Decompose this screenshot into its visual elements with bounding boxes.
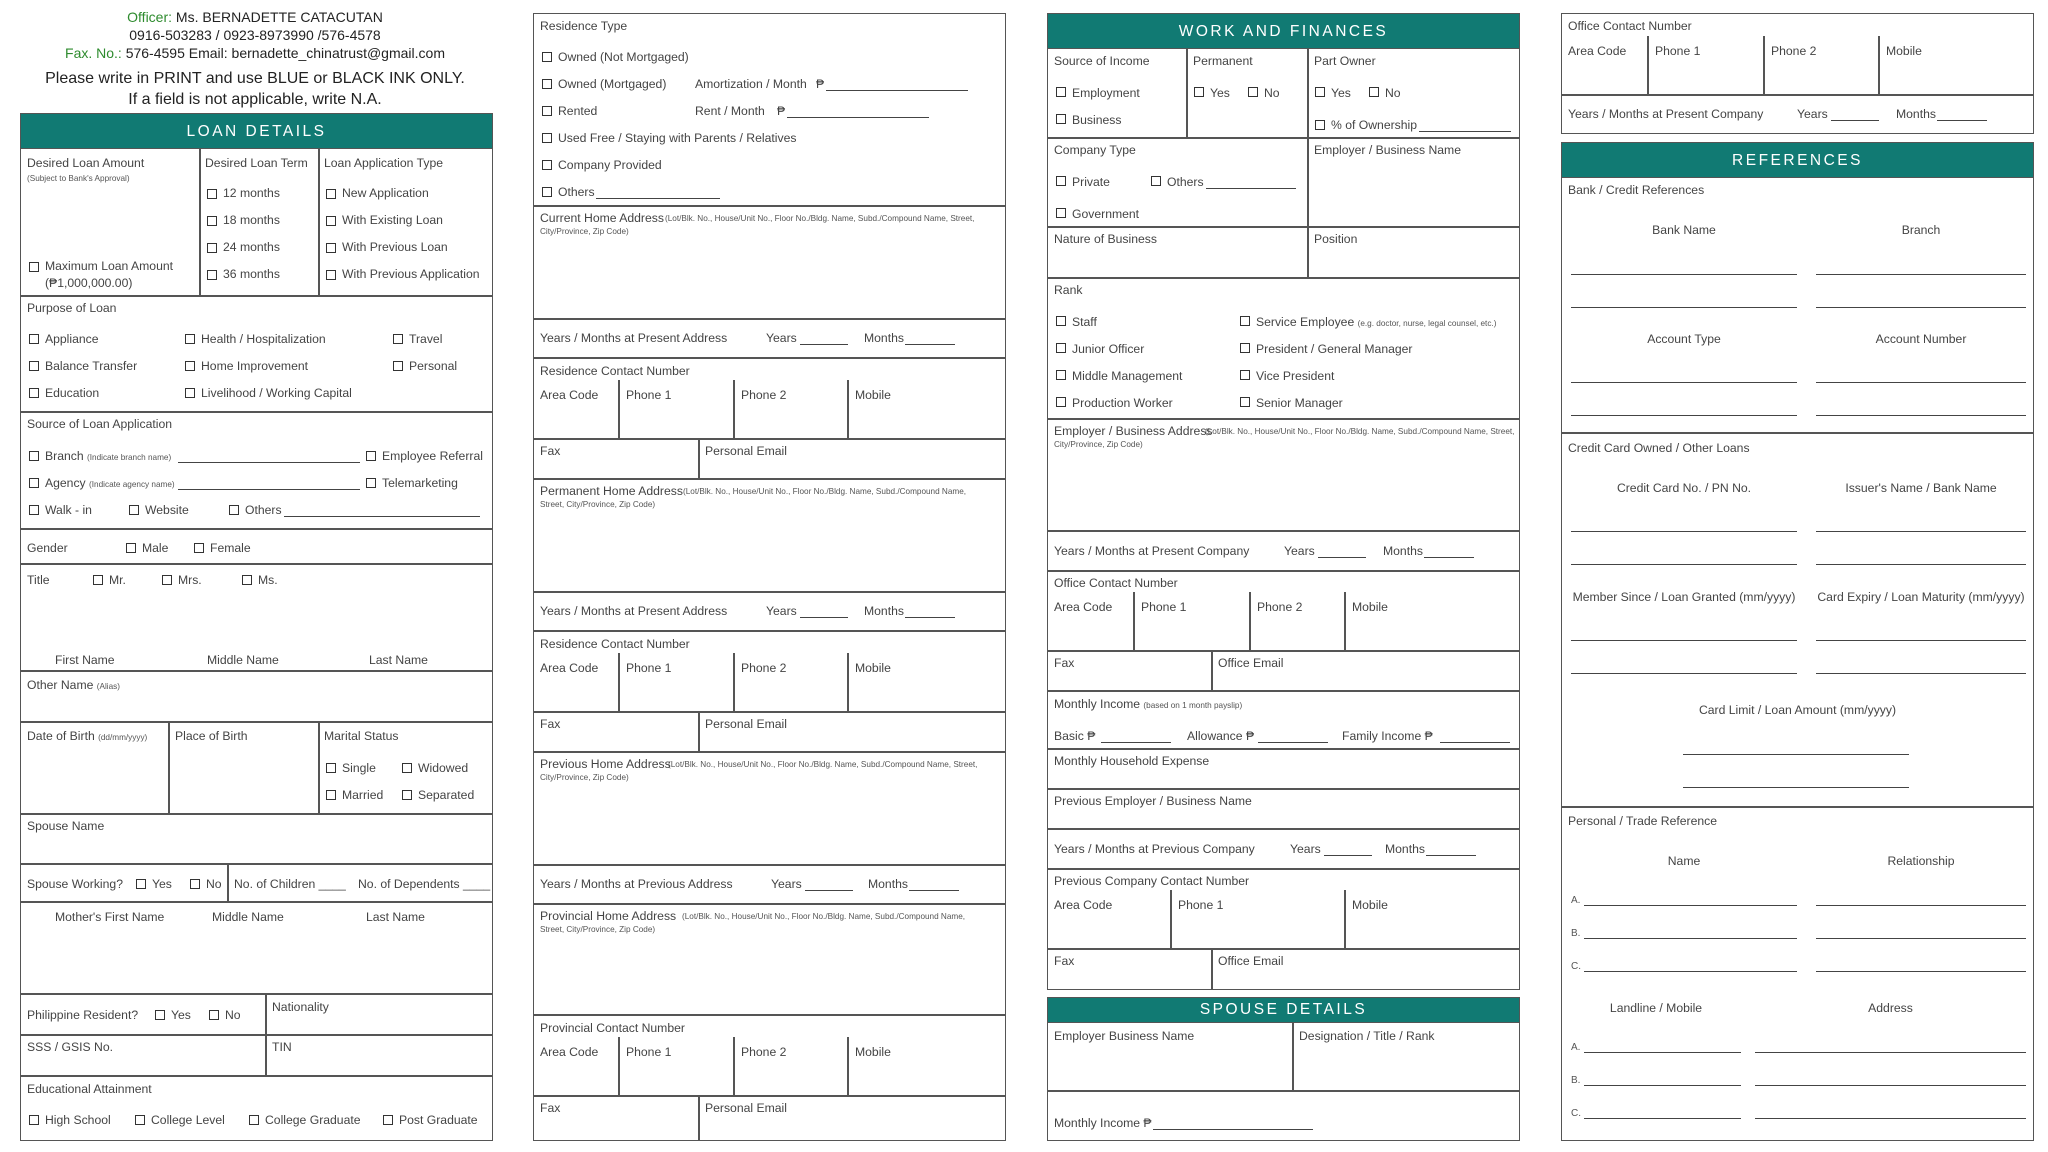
phone1-label: Phone 1 [626,1045,672,1059]
permanent-no-label: No [1264,86,1280,100]
area-code-label: Area Code [540,1045,599,1059]
position-label: Position [1314,232,1358,246]
bank-branch-label: Branch [1901,223,1941,237]
months-label: Months [864,331,904,345]
fax-label: Fax [1054,954,1075,968]
card-expiry-label: Card Expiry / Loan Maturity (mm/yyyy) [1817,590,2025,604]
amortization-label: Amortization / Month [695,77,807,91]
owner-yes-checkbox[interactable] [1315,87,1325,97]
officer-phones: 0916-503283 / 0923-8973990 /576-4578 [129,27,381,43]
years-prev-label: Years / Months at Previous Address [540,877,733,891]
ownership-checkbox[interactable] [1315,120,1325,130]
alias-note: (Alias) [96,682,120,691]
rank-option: Junior Officer [1072,342,1145,356]
peso-sign: ₱ [1245,729,1255,743]
prev-contact-label: Previous Company Contact Number [1054,874,1250,888]
spouse-details-header: SPOUSE DETAILS [1047,997,1520,1023]
term-checkbox[interactable] [207,189,217,199]
years-label: Years [1284,544,1315,558]
rank-checkbox[interactable] [1240,343,1250,353]
phone1-label: Phone 1 [626,388,672,402]
dependents-label: No. of Dependents ____ [358,877,491,891]
office-email-label: Office Email [1218,954,1284,968]
previous-address-label: Previous Home Address [540,757,671,771]
others-label: Others [245,503,282,517]
employment-checkbox[interactable] [1056,87,1066,97]
term-option: 12 months [223,186,280,200]
ms-label: Ms. [258,573,278,587]
years-present-label: Years / Months at Present Address [540,331,728,345]
mobile-label: Mobile [855,1045,891,1059]
address-note: (Lot/Blk. No., House/Unit No., Floor No./Bldg. Name, Subd./Compound Name, Street, [1205,427,1515,436]
term-checkbox[interactable] [207,243,217,253]
male-checkbox[interactable] [126,543,136,553]
purpose-option: Balance Transfer [45,359,138,373]
rank-checkbox[interactable] [1056,370,1066,380]
months-label: Months [1383,544,1423,558]
private-label: Private [1072,175,1110,189]
ref-letter: C. [1571,1108,1581,1119]
mobile-label: Mobile [855,388,891,402]
years-company-label: Years / Months at Present Company [1568,107,1764,121]
company-type-label: Company Type [1054,143,1136,157]
monthly-income-label: Monthly Income [1054,697,1141,711]
years-present-label: Years / Months at Present Address [540,604,728,618]
telemarketing-checkbox[interactable] [366,478,376,488]
single-checkbox[interactable] [326,763,336,773]
resident-no-checkbox[interactable] [209,1010,219,1020]
branch-checkbox[interactable] [29,451,39,461]
references-header: REFERENCES [1561,142,2034,178]
purpose-checkbox[interactable] [393,334,403,344]
max-amount-value: (₱1,000,000.00) [45,276,133,290]
service-note: (e.g. doctor, nurse, legal counsel, etc.) [1357,319,1497,328]
walkin-checkbox[interactable] [29,505,39,515]
work-finances-header: WORK AND FINANCES [1047,13,1520,49]
edu-checkbox[interactable] [249,1115,259,1125]
ref-name-label: Name [1667,854,1701,868]
term-checkbox[interactable] [207,270,217,280]
officer-label: Officer: [127,9,173,25]
mrs-checkbox[interactable] [162,575,172,585]
edu-checkbox[interactable] [29,1115,39,1125]
dob-label: Date of Birth [27,729,95,743]
employment-label: Employment [1072,86,1140,100]
widowed-checkbox[interactable] [402,763,412,773]
branch-note: (Indicate branch name) [87,453,172,462]
previous-employer-label: Previous Employer / Business Name [1054,794,1252,808]
permanent-label: Permanent [1193,54,1253,68]
dob-format: (dd/mm/yyyy) [98,733,148,742]
fax-label: Fax. No.: [65,45,122,61]
rank-option: Staff [1072,315,1097,329]
purpose-checkbox[interactable] [185,388,195,398]
source-income-label: Source of Income [1054,54,1150,68]
fax-label: Fax [1054,656,1075,670]
ref-letter: A. [1571,895,1581,906]
mobile-label: Mobile [1352,898,1388,912]
prov-contact-label: Provincial Contact Number [540,1021,685,1035]
rank-checkbox[interactable] [1056,397,1066,407]
purpose-option: Health / Hospitalization [201,332,326,346]
purpose-checkbox[interactable] [393,361,403,371]
mobile-label: Mobile [1886,44,1922,58]
address-note: City/Province, Zip Code) [540,227,629,236]
last-name-label: Last Name [369,653,428,667]
address-label: Address [1868,1001,1913,1015]
area-code-label: Area Code [1054,600,1113,614]
years-label: Years [1797,107,1828,121]
credit-card-owned-label: Credit Card Owned / Other Loans [1568,441,1750,455]
spouse-employer-label: Employer Business Name [1054,1029,1195,1043]
married-label: Married [342,788,384,802]
edu-option: High School [45,1113,111,1127]
education-label: Educational Attainment [27,1082,152,1096]
sss-label: SSS / GSIS No. [27,1040,114,1054]
owner-yes-label: Yes [1331,86,1351,100]
permanent-yes-checkbox[interactable] [1194,87,1204,97]
res-contact-label: Residence Contact Number [540,364,690,378]
address-note: (Lot/Blk. No., House/Unit No., Floor No./Bldg. Name, Subd./Compound Name, Street, [668,760,978,769]
phone1-label: Phone 1 [626,661,672,675]
agency-label: Agency [45,476,86,490]
rank-option: President / General Manager [1256,342,1413,356]
phone1-label: Phone 1 [1141,600,1187,614]
marital-label: Marital Status [324,729,399,743]
years-label: Years [1290,842,1321,856]
resident-no-label: No [225,1008,241,1022]
mobile-label: Mobile [1352,600,1388,614]
trade-reference-label: Personal / Trade Reference [1568,814,1718,828]
address-note: (Lot/Blk. No., House/Unit No., Floor No./Bldg. Name, Subd./Compound Name, Street, [665,214,975,223]
female-checkbox[interactable] [194,543,204,553]
source-label: Source of Loan Application [27,417,172,431]
relationship-label: Relationship [1887,854,1955,868]
agency-checkbox[interactable] [29,478,39,488]
title-label: Title [27,573,50,587]
instruction-2: If a field is not applicable, write N.A. [128,91,382,108]
personal-email-label: Personal Email [705,444,787,458]
account-number-label: Account Number [1875,332,1967,346]
spouse-yes-checkbox[interactable] [136,879,146,889]
months-label: Months [868,877,908,891]
purpose-checkbox[interactable] [29,334,39,344]
co-others-label: Others [1167,175,1204,189]
months-label: Months [1385,842,1425,856]
loan-term-label: Desired Loan Term [205,156,308,170]
mother-first-label: Mother's First Name [55,910,165,924]
walkin-label: Walk - in [45,503,92,517]
perm-note: Street, City/Province, Zip Code) [540,500,656,509]
desired-loan-amount-label: Desired Loan Amount [27,156,145,170]
term-option: 18 months [223,213,280,227]
credit-card-no-label: Credit Card No. / PN No. [1616,481,1752,495]
ref-letter: A. [1571,1042,1581,1053]
branch-label: Branch [45,449,84,463]
card-limit-label: Card Limit / Loan Amount (mm/yyyy) [1698,703,1897,717]
spouse-income-label: Monthly Income [1054,1116,1141,1130]
residence-panel [533,13,1006,1141]
rank-option: Service Employee [1256,315,1355,329]
purpose-checkbox[interactable] [185,334,195,344]
mother-middle-label: Middle Name [212,910,284,924]
account-type-label: Account Type [1647,332,1721,346]
tin-label: TIN [272,1040,292,1054]
issuer-name-label: Issuer's Name / Bank Name [1845,481,1997,495]
used-free-checkbox[interactable] [542,133,552,143]
family-income-label: Family Income [1342,729,1422,743]
phone2-label: Phone 2 [741,388,787,402]
employer-name-label: Employer / Business Name [1314,143,1461,157]
single-label: Single [342,761,376,775]
ref-letter: C. [1571,961,1581,972]
rented-label: Rented [558,104,598,118]
referral-label: Employee Referral [382,449,483,463]
address-note: City/Province, Zip Code) [1054,440,1143,449]
peso-sign: ₱ [1143,1116,1152,1130]
separated-label: Separated [418,788,475,802]
purpose-option: Travel [409,332,443,346]
office-contact-label: Office Contact Number [1568,19,1692,33]
months-label: Months [864,604,904,618]
edu-option: College Level [151,1113,225,1127]
rank-option: Production Worker [1072,396,1173,410]
first-name-label: First Name [55,653,115,667]
referral-checkbox[interactable] [366,451,376,461]
owned-nm-checkbox[interactable] [542,52,552,62]
spouse-no-checkbox[interactable] [190,879,200,889]
fax-label: Fax [540,444,561,458]
term-option: 36 months [223,267,280,281]
rank-checkbox[interactable] [1240,316,1250,326]
perm-note: Street, City/Province, Zip Code) [540,925,656,934]
perm-note: (Lot/Blk. No., House/Unit No., Floor No./Bldg. Name, Subd./Compound Name, [683,487,967,496]
owner-no-label: No [1385,86,1401,100]
subject-note: (Subject to Bank's Approval) [27,174,130,183]
fax-email: 576-4595 Email: bernadette_chinatrust@gmail.com [125,45,445,61]
used-free-label: Used Free / Staying with Parents / Relatives [558,131,797,145]
phone2-label: Phone 2 [741,1045,787,1059]
nature-business-label: Nature of Business [1054,232,1157,246]
years-label: Years [771,877,802,891]
rank-label: Rank [1054,283,1083,297]
owned-m-checkbox[interactable] [542,79,552,89]
phone1-label: Phone 1 [1178,898,1224,912]
purpose-checkbox[interactable] [185,361,195,371]
permanent-address-label: Permanent Home Address [540,484,683,498]
owned-nm-label: Owned (Not Mortgaged) [558,50,689,64]
res-others-label: Others [558,185,595,199]
male-label: Male [142,541,169,555]
spouse-name-label: Spouse Name [27,819,105,833]
agency-note: (Indicate agency name) [89,480,175,489]
loan-type-label: Loan Application Type [324,156,444,170]
res-others-checkbox[interactable] [542,187,552,197]
type-option: New Application [342,186,429,200]
term-checkbox[interactable] [207,216,217,226]
nationality-label: Nationality [272,1000,329,1014]
gender-label: Gender [27,541,68,555]
payslip-note: (based on 1 month payslip) [1143,701,1243,710]
owned-m-label: Owned (Mortgaged) [558,77,667,91]
edu-option: Post Graduate [399,1113,478,1127]
months-label: Months [1896,107,1936,121]
purpose-label: Purpose of Loan [27,301,117,315]
term-option: 24 months [223,240,280,254]
bank-name-label: Bank Name [1652,223,1716,237]
current-address-label: Current Home Address [540,211,664,225]
office-email-label: Office Email [1218,656,1284,670]
designation-label: Designation / Title / Rank [1299,1029,1435,1043]
area-code-label: Area Code [1054,898,1113,912]
residence-type-label: Residence Type [540,19,628,33]
part-owner-label: Part Owner [1314,54,1376,68]
peso-sign: ₱ [777,104,786,118]
widowed-label: Widowed [418,761,469,775]
government-label: Government [1072,207,1140,221]
female-label: Female [210,541,251,555]
middle-name-label: Middle Name [207,653,279,667]
allowance-label: Allowance [1187,729,1243,743]
officer-name: Ms. BERNADETTE CATACUTAN [175,9,383,25]
ref-letter: B. [1571,1075,1581,1086]
purpose-option: Appliance [45,332,99,346]
rank-option: Middle Management [1072,369,1183,383]
permanent-no-checkbox[interactable] [1248,87,1258,97]
perm-note: (Lot/Blk. No., House/Unit No., Floor No./Bldg. Name, Subd./Compound Name, [682,912,966,921]
government-checkbox[interactable] [1056,208,1066,218]
personal-email-label: Personal Email [705,717,787,731]
others-checkbox[interactable] [229,505,239,515]
edu-option: College Graduate [265,1113,361,1127]
purpose-option: Education [45,386,100,400]
phone2-label: Phone 2 [741,661,787,675]
website-checkbox[interactable] [129,505,139,515]
landline-label: Landline / Mobile [1609,1001,1703,1015]
owner-no-checkbox[interactable] [1369,87,1379,97]
rank-option: Senior Manager [1256,396,1343,410]
rank-checkbox[interactable] [1240,370,1250,380]
business-label: Business [1072,113,1122,127]
rent-label: Rent / Month [695,104,765,118]
member-since-label: Member Since / Loan Granted (mm/yyyy) [1572,590,1796,604]
type-checkbox[interactable] [326,270,336,280]
ref-letter: B. [1571,928,1581,939]
peso-sign: ₱ [1424,729,1433,743]
mr-label: Mr. [109,573,126,587]
telemarketing-label: Telemarketing [382,476,458,490]
business-checkbox[interactable] [1056,114,1066,124]
edu-checkbox[interactable] [135,1115,145,1125]
phone2-label: Phone 2 [1257,600,1303,614]
company-checkbox[interactable] [542,160,552,170]
rank-option: Vice President [1256,369,1335,383]
married-checkbox[interactable] [326,790,336,800]
rented-checkbox[interactable] [542,106,552,116]
fax-label: Fax [540,717,561,731]
purpose-checkbox[interactable] [29,361,39,371]
other-name-label: Other Name [27,678,94,692]
years-prev-company-label: Years / Months at Previous Company [1054,842,1255,856]
peso-sign: ₱ [816,77,825,91]
mother-last-label: Last Name [366,910,425,924]
years-label: Years [766,604,797,618]
purpose-option: Home Improvement [201,359,309,373]
spouse-working-label: Spouse Working? [27,877,123,891]
employer-address-label: Employer / Business Address [1054,424,1213,438]
resident-yes-label: Yes [171,1008,191,1022]
max-amount-checkbox[interactable] [29,262,39,272]
loan-details-header: LOAN DETAILS [20,113,493,149]
type-option: With Existing Loan [342,213,443,227]
address-note: City/Province, Zip Code) [540,773,629,782]
references-panel [1561,177,2034,1141]
resident-yes-checkbox[interactable] [155,1010,165,1020]
company-label: Company Provided [558,158,662,172]
pob-label: Place of Birth [175,729,248,743]
ph-resident-label: Philippine Resident? [27,1008,139,1022]
instruction-1: Please write in PRINT and use BLUE or BLACK INK ONLY. [45,70,465,87]
website-label: Website [145,503,189,517]
type-checkbox[interactable] [326,216,336,226]
mr-checkbox[interactable] [93,575,103,585]
years-company-label: Years / Months at Present Company [1054,544,1250,558]
edu-checkbox[interactable] [383,1115,393,1125]
res-contact-label: Residence Contact Number [540,637,690,651]
purpose-option: Livelihood / Working Capital [201,386,352,400]
spouse-no-label: No [206,877,222,891]
ownership-label: % of Ownership [1331,118,1418,132]
rank-checkbox[interactable] [1056,316,1066,326]
permanent-yes-label: Yes [1210,86,1230,100]
max-amount-label: Maximum Loan Amount [45,259,174,273]
household-expense-label: Monthly Household Expense [1054,754,1210,768]
mobile-label: Mobile [855,661,891,675]
children-label: No. of Children ____ [234,877,346,891]
type-option: With Previous Application [342,267,480,281]
type-checkbox[interactable] [326,243,336,253]
rank-checkbox[interactable] [1056,343,1066,353]
bank-credit-label: Bank / Credit References [1568,183,1705,197]
peso-sign: ₱ [1087,729,1096,743]
purpose-option: Personal [409,359,458,373]
mrs-label: Mrs. [178,573,202,587]
ms-checkbox[interactable] [242,575,252,585]
area-code-label: Area Code [1568,44,1627,58]
spouse-yes-label: Yes [152,877,172,891]
private-checkbox[interactable] [1056,176,1066,186]
office-contact-label: Office Contact Number [1054,576,1178,590]
phone1-label: Phone 1 [1655,44,1701,58]
area-code-label: Area Code [540,661,599,675]
phone2-label: Phone 2 [1771,44,1817,58]
personal-email-label: Personal Email [705,1101,787,1115]
years-label: Years [766,331,797,345]
fax-label: Fax [540,1101,561,1115]
purpose-checkbox[interactable] [29,388,39,398]
area-code-label: Area Code [540,388,599,402]
type-checkbox[interactable] [326,189,336,199]
provincial-address-label: Provincial Home Address [540,909,677,923]
separated-checkbox[interactable] [402,790,412,800]
co-others-checkbox[interactable] [1151,176,1161,186]
type-option: With Previous Loan [342,240,448,254]
basic-label: Basic [1054,729,1084,743]
rank-checkbox[interactable] [1240,397,1250,407]
